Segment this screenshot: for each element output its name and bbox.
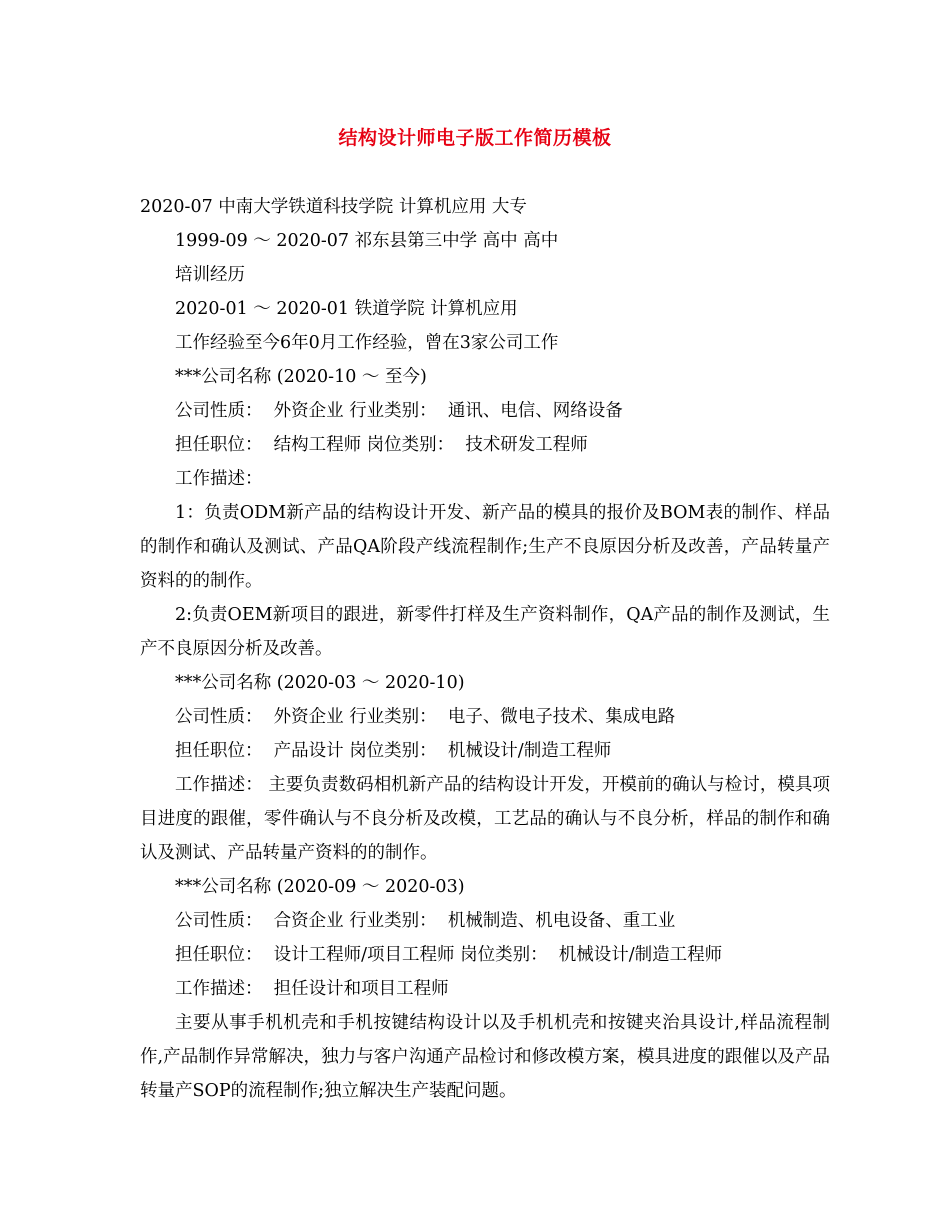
company-2-position: 担任职位： 产品设计 岗位类别： 机械设计/制造工程师 <box>175 741 612 761</box>
company-1-name: ***公司名称 (2020-10 ～ 至今) <box>175 367 427 387</box>
company-3-desc-label: 工作描述： 担任设计和项目工程师 <box>175 979 449 999</box>
training-heading: 培训经历 <box>175 265 245 285</box>
company-2-nature: 公司性质： 外资企业 行业类别： 电子、微电子技术、集成电路 <box>175 707 676 727</box>
education-entry-1: 2020-07 中南大学铁道科技学院 计算机应用 大专 <box>140 197 527 217</box>
company-2-desc: 工作描述： 主要负责数码相机新产品的结构设计开发，开模前的确认与检讨，模具项目进度的跟催，零件确认与不良分析及改模，工艺品的确认与不良分析，样品的制作和确认及测试、产品转量产资料的的制作。 <box>140 775 830 863</box>
education-entry-2: 1999-09 ～ 2020-07 祁东县第三中学 高中 高中 <box>175 231 559 251</box>
company-1-nature: 公司性质： 外资企业 行业类别： 通讯、电信、网络设备 <box>175 401 623 421</box>
company-3-name: ***公司名称 (2020-09 ～ 2020-03) <box>175 877 465 897</box>
company-1-desc-item-2: 2:负责OEM新项目的跟进，新零件打样及生产资料制作，QA产品的制作及测试，生产不良原因分析及改善。 <box>140 605 830 659</box>
company-2-name: ***公司名称 (2020-03 ～ 2020-10) <box>175 673 465 693</box>
company-3-nature: 公司性质： 合资企业 行业类别： 机械制造、机电设备、重工业 <box>175 911 676 931</box>
company-1-position: 担任职位： 结构工程师 岗位类别： 技术研发工程师 <box>175 435 588 455</box>
training-entry-1: 2020-01 ～ 2020-01 铁道学院 计算机应用 <box>175 299 518 319</box>
company-1-desc-item-1: 1：负责ODM新产品的结构设计开发、新产品的模具的报价及BOM表的制作、样品的制作和确认及测试、产品QA阶段产线流程制作;生产不良原因分析及改善，产品转量产资料的的制作。 <box>140 503 830 591</box>
company-3-position: 担任职位： 设计工程师/项目工程师 岗位类别： 机械设计/制造工程师 <box>175 945 723 965</box>
experience-summary: 工作经验至今6年0月工作经验，曾在3家公司工作 <box>175 333 559 353</box>
company-1-desc-label: 工作描述： <box>175 469 263 489</box>
company-3-desc-body: 主要从事手机机壳和手机按键结构设计以及手机机壳和按键夹治具设计,样品流程制作,产品制作异常解决，独力与客户沟通产品检讨和修改模方案，模具进度的跟催以及产品转量产SOP的流程制作;独立解决生产装配问题。 <box>140 1013 830 1101</box>
document-title: 结构设计师电子版工作简历模板 <box>338 127 612 149</box>
resume-body <box>140 190 830 1108</box>
